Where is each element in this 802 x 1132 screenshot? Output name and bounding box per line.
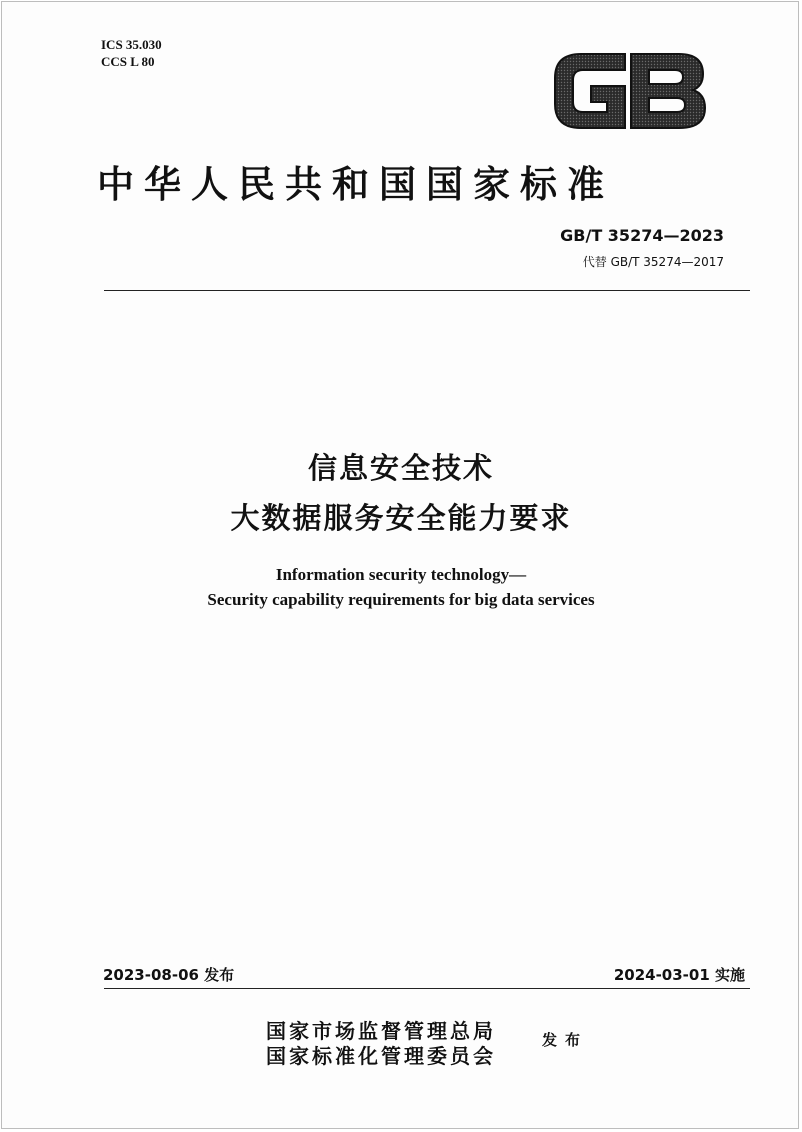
national-standard-title: 中华人民共和国国家标准: [97, 162, 614, 206]
classification-codes: [101, 36, 162, 70]
issuer-line2: 国家标准化管理委员会: [266, 1044, 496, 1068]
en-title-line1: Information security technology—: [275, 565, 527, 584]
ics-code: ICS 35.030: [101, 37, 162, 52]
issue-date: 2023-08-06 发布: [103, 966, 235, 984]
document-page: [1, 1, 799, 1129]
implementation-date: 2024-03-01 实施: [613, 966, 745, 984]
standard-number: GB/T 35274—2023: [560, 226, 724, 245]
top-divider: [104, 290, 750, 291]
ccs-code: CCS L 80: [101, 54, 155, 69]
bottom-divider: [104, 988, 750, 989]
issuer-line1: 国家市场监督管理总局: [266, 1019, 496, 1043]
cn-title-line2: 大数据服务安全能力要求: [230, 501, 572, 535]
replaces-standard: 代替 GB/T 35274—2017: [582, 255, 724, 269]
gb-logo: [551, 48, 707, 132]
publish-label: 发布: [542, 1031, 589, 1049]
cn-title-line1: 信息安全技术: [307, 451, 494, 485]
en-title-line2: Security capability requirements for big data services: [207, 590, 595, 609]
